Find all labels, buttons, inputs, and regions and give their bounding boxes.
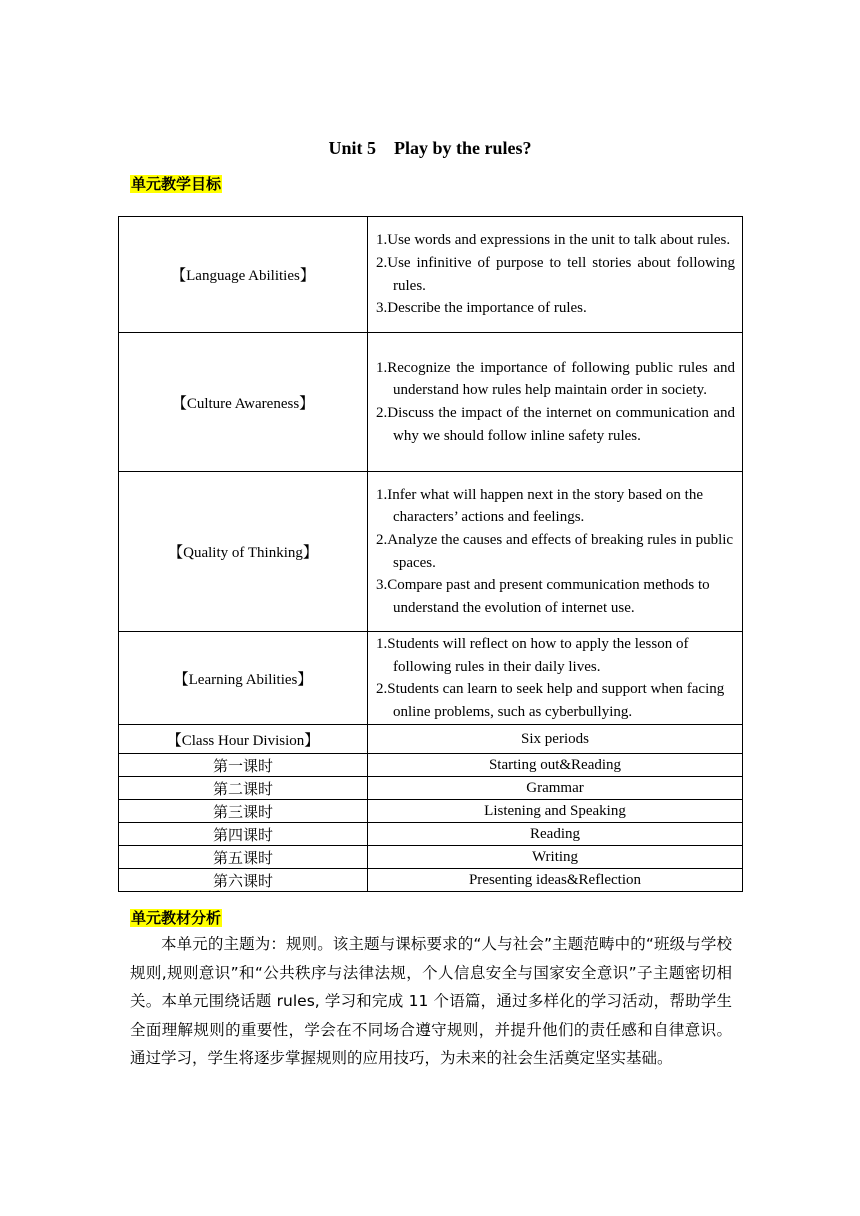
list-item: 1.Use words and expressions in the unit to talk about rules. xyxy=(376,232,731,249)
table-row xyxy=(119,632,743,725)
table-row xyxy=(119,823,743,846)
row-label: 【Class Hour Division】 xyxy=(119,725,368,754)
list-item: 2.Analyze the causes and effects of breaking rules in public spaces. xyxy=(376,531,734,571)
row-content xyxy=(368,632,743,725)
table-row xyxy=(119,333,743,472)
analysis-paragraph: 本单元的主题为：规则。该主题与课标要求的“人与社会”主题范畴中的“班级与学校规则,规则意识”和“公共秩序与法律法规，个人信息安全与国家安全意识”子主题密切相关。本单元围绕话题 rules, 学习和完成 11 个语篇，通过多样化的学习活动，帮助学生全面理解规则的重要性，学会在不同场合遵守规则，并提升他们的责任感和自律意识。通过学习，学生将逐步掌握规则的应用技巧，为未来的社会生活奠定坚实基础。 xyxy=(130,935,732,1067)
list-item: 1.Infer what will happen next in the story based on the characters’ actions and feelings. xyxy=(376,486,703,526)
period-value: Starting out&Reading xyxy=(368,754,743,777)
unit-title: Unit 5 Play by the rules? xyxy=(328,138,532,158)
period-value: Presenting ideas&Reflection xyxy=(368,869,743,892)
period-label: 第一课时 xyxy=(119,754,368,777)
table-row xyxy=(119,800,743,823)
period-value: Listening and Speaking xyxy=(368,800,743,823)
list-item: 1.Students will reflect on how to apply the lesson of following rules in their daily lives. xyxy=(376,636,689,675)
list-item: 3.Describe the importance of rules. xyxy=(376,300,587,317)
period-value: Grammar xyxy=(368,777,743,800)
section-heading-analysis xyxy=(130,909,222,928)
row-label: 【Culture Awareness】 xyxy=(119,333,368,472)
table-row xyxy=(119,472,743,632)
period-label: 第四课时 xyxy=(119,823,368,846)
list-item: 3.Compare past and present communication methods to understand the evolution of internet use. xyxy=(376,577,710,616)
table-row xyxy=(119,777,743,800)
row-label: 【Learning Abilities】 xyxy=(119,632,368,725)
row-value: Six periods xyxy=(368,725,743,754)
row-content xyxy=(368,472,743,632)
period-label: 第六课时 xyxy=(119,869,368,892)
objectives-table xyxy=(118,216,743,892)
table-row xyxy=(119,869,743,892)
row-content xyxy=(368,333,743,472)
period-label: 第五课时 xyxy=(119,846,368,869)
period-value: Reading xyxy=(368,823,743,846)
highlighted-heading: 单元教学目标 xyxy=(131,175,222,193)
table-row xyxy=(119,725,743,754)
table-row xyxy=(119,217,743,333)
row-label: 【Language Abilities】 xyxy=(119,217,368,333)
list-item: 2.Use infinitive of purpose to tell stories about following rules. xyxy=(376,254,735,294)
period-label: 第三课时 xyxy=(119,800,368,823)
period-value: Writing xyxy=(368,846,743,869)
row-content xyxy=(368,217,743,333)
table-row xyxy=(119,754,743,777)
period-label: 第二课时 xyxy=(119,777,368,800)
table-row xyxy=(119,846,743,869)
list-item: 1.Recognize the importance of following public rules and understand how rules help maintain order in society. xyxy=(376,359,735,399)
list-item: 2.Discuss the impact of the internet on communication and why we should follow inline safety rules. xyxy=(376,405,735,444)
row-label: 【Quality of Thinking】 xyxy=(119,472,368,632)
section-heading-objectives xyxy=(130,175,222,194)
highlighted-heading: 单元教材分析 xyxy=(131,909,222,927)
list-item: 2.Students can learn to seek help and support when facing online problems, such as cyberbullying. xyxy=(376,681,725,720)
